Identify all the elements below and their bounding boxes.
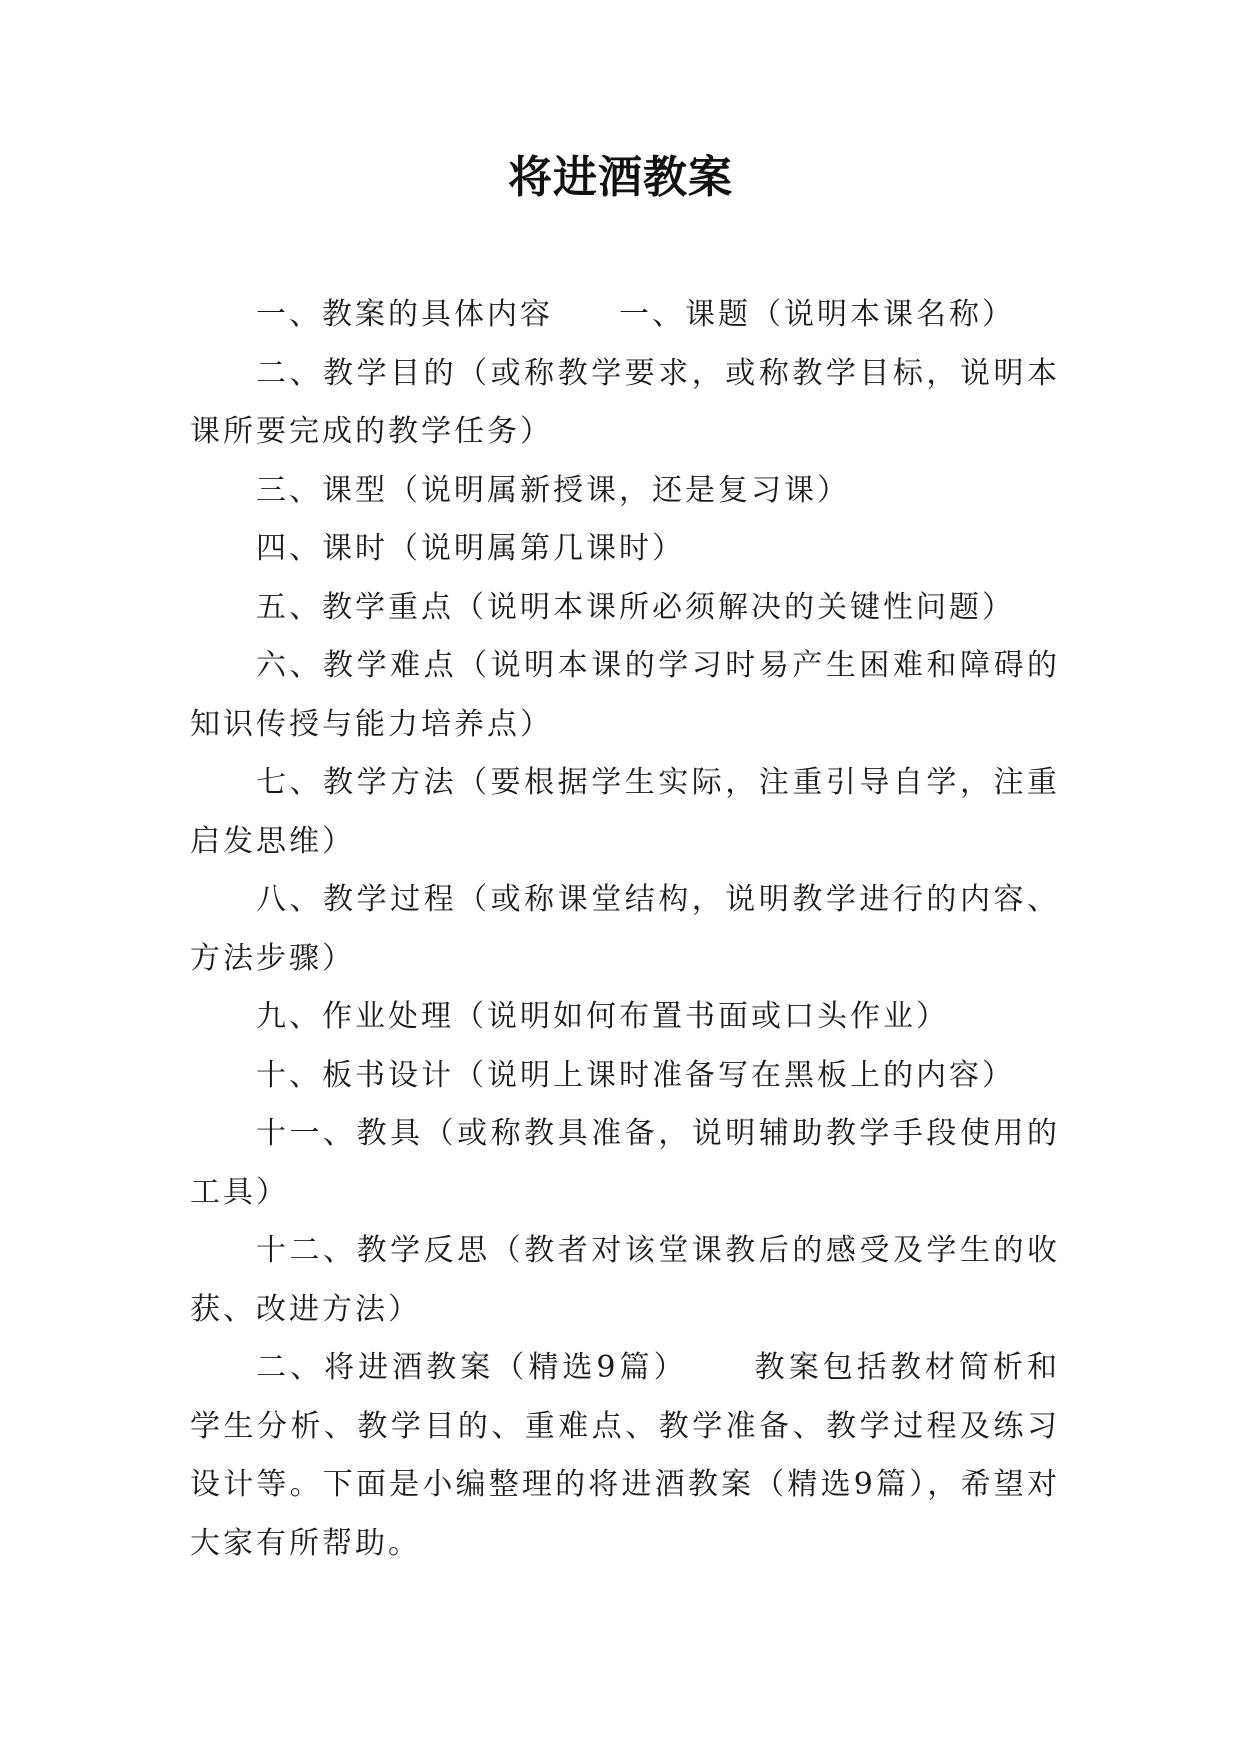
paragraph: 三、课型（说明属新授课，还是复习课）: [256, 472, 850, 508]
paragraph-text-continued: 一、课题（说明本课名称）: [619, 297, 1015, 332]
paragraph: 二、教学目的（或称教学要求，或称教学目标，说明本课所要完成的教学任务）: [190, 355, 1060, 449]
paragraph: 七、教学方法（要根据学生实际，注重引导自学，注重启发思维）: [190, 765, 1060, 859]
paragraph-text: 一、教案的具体内容: [256, 297, 553, 332]
paragraph: [190, 1339, 1060, 1573]
document-body: [190, 286, 1060, 1573]
paragraph-text-continued: 教案包括教材简析和学生分析、教学目的、重难点、教学准备、教学过程及练习设计等。下面是小编整理的将进酒教案（精选9篇），希望对大家有所帮助。: [190, 1350, 1060, 1561]
paragraph: [190, 286, 1060, 345]
paragraph: 十二、教学反思（教者对该堂课教后的感受及学生的收获、改进方法）: [190, 1233, 1060, 1327]
paragraph: 四、课时（说明属第几课时）: [256, 531, 685, 566]
paragraph: 五、教学重点（说明本课所必须解决的关键性问题）: [256, 589, 1015, 625]
paragraph: 六、教学难点（说明本课的学习时易产生困难和障碍的知识传授与能力培养点）: [190, 648, 1060, 742]
paragraph: 八、教学过程（或称课堂结构，说明教学进行的内容、方法步骤）: [190, 882, 1060, 976]
paragraph: 十一、教具（或称教具准备，说明辅助教学手段使用的工具）: [190, 1116, 1060, 1210]
paragraph: 九、作业处理（说明如何布置书面或口头作业）: [256, 999, 949, 1034]
paragraph: 十、板书设计（说明上课时准备写在黑板上的内容）: [256, 1057, 1015, 1093]
paragraph-text: 二、将进酒教案（精选9篇）: [256, 1350, 688, 1385]
document-title: 将进酒教案: [508, 152, 733, 203]
